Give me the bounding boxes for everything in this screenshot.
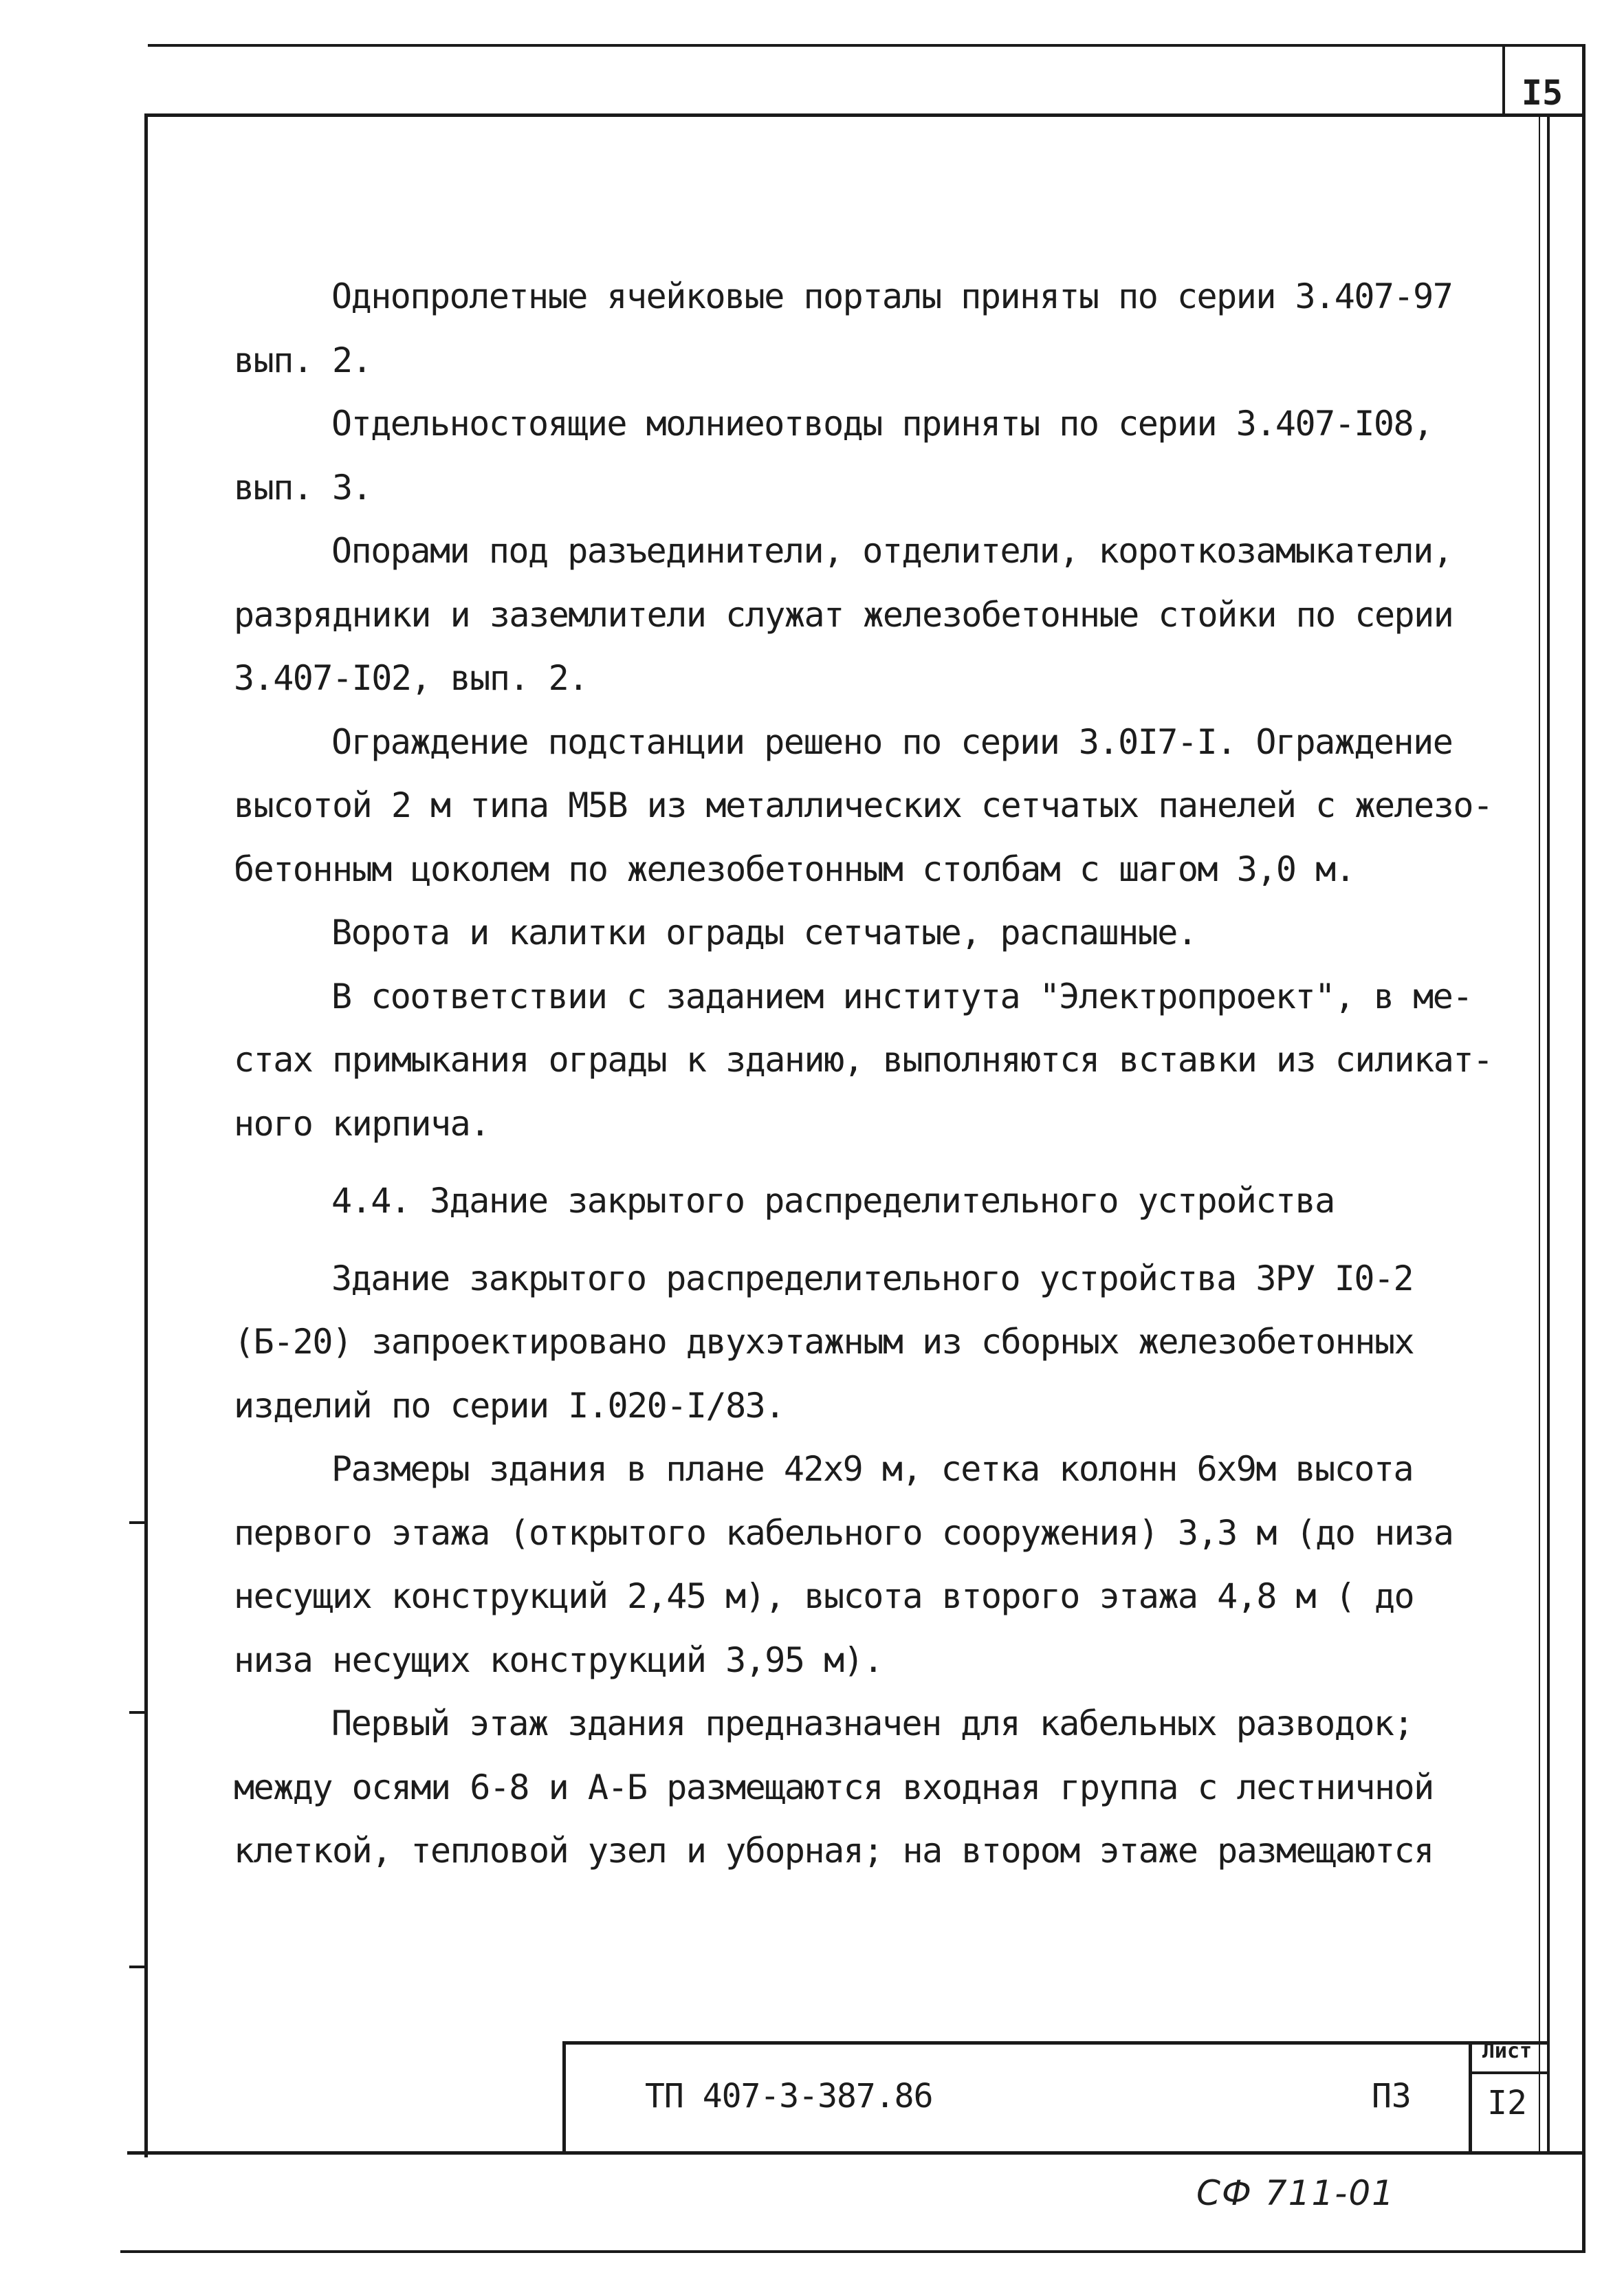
text-line: В соответствии с заданием института "Электропроект", в ме- (331, 976, 1472, 1016)
text-line: клеткой, тепловой узел и уборная; на втором этаже размещаются (234, 1831, 1434, 1871)
inner-frame-bottom (127, 2151, 1585, 2155)
text-line: Размеры здания в плане 42х9 м, сетка колонн 6х9м высота (331, 1449, 1414, 1489)
text-line: изделий по серии I.020-I/83. (234, 1385, 784, 1426)
document-type: ПЗ (1372, 2077, 1412, 2115)
inner-frame-right-double (1539, 117, 1540, 2153)
margin-tick (129, 1966, 146, 1968)
paragraph (234, 1692, 1526, 1883)
paragraph (234, 1247, 1526, 1438)
inner-frame-top (148, 113, 1585, 117)
text-line: 3.407-I02, вып. 2. (234, 658, 588, 698)
text-line: Опорами под разъединители, отделители, короткозамыкатели, (331, 531, 1453, 571)
inner-frame-right (1547, 117, 1550, 2153)
inner-frame-left (144, 113, 148, 2157)
paragraph (234, 710, 1526, 902)
text-line: Однопролетные ячейковые порталы приняты по серии 3.407-97 (331, 276, 1453, 316)
text-line: Ворота и калитки ограды сетчатые, распашные. (331, 913, 1197, 953)
text-line: между осями 6-8 и А-Б размещаются входная группа с лестничной (234, 1767, 1434, 1807)
text-line: Первый этаж здания предназначен для кабельных разводок; (331, 1703, 1414, 1743)
text-line: (Б-20) запроектировано двухэтажным из сборных железобетонных (234, 1322, 1414, 1362)
outer-frame-right (1582, 44, 1585, 2252)
corner-page-number: I5 (1521, 73, 1563, 113)
text-line: высотой 2 м типа М5В из металлических сетчатых панелей с железо- (234, 785, 1493, 825)
text-line: вып. 3. (234, 467, 372, 508)
title-block-left (562, 2041, 566, 2153)
title-block-top (564, 2041, 1547, 2045)
text-line: вып. 2. (234, 340, 372, 380)
margin-tick (129, 1711, 146, 1714)
sheet-label: Лист (1482, 2039, 1533, 2063)
text-line: бетонным цоколем по железобетонным столбам с шагом 3,0 м. (234, 849, 1355, 889)
text-line: Ограждение подстанции решено по серии 3.0I7-I. Ограждение (331, 721, 1453, 762)
text-line: низа несущих конструкций 3,95 м). (234, 1640, 883, 1680)
text-line: первого этажа (открытого кабельного сооружения) 3,3 м (до низа (234, 1512, 1453, 1553)
outer-frame-top (148, 44, 1585, 47)
margin-tick (129, 1521, 146, 1524)
paragraph (234, 392, 1526, 519)
sheet-number: I2 (1487, 2084, 1527, 2122)
handwritten-note: СФ 711-01 (1196, 2173, 1395, 2213)
paragraph (234, 1437, 1526, 1692)
body-text (234, 265, 1526, 1883)
text-line: разрядники и заземлители служат железобетонные стойки по серии (234, 594, 1453, 635)
document-code: ТП 407-3-387.86 (645, 2077, 933, 2115)
text-line: ного кирпича. (234, 1103, 490, 1144)
paragraph (234, 965, 1526, 1156)
sheet-cell-divider (1471, 2071, 1548, 2074)
bottom-rule (120, 2250, 1585, 2253)
title-block-divider (1469, 2041, 1472, 2153)
text-line: стах примыкания ограды к зданию, выполняются вставки из силикат- (234, 1040, 1493, 1080)
section-heading (234, 1169, 1526, 1233)
paragraph (234, 901, 1526, 965)
paragraph (234, 519, 1526, 710)
heading-line: 4.4. Здание закрытого распределительного устройства (331, 1181, 1335, 1221)
text-line: Здание закрытого распределительного устройства ЗРУ I0-2 (331, 1258, 1414, 1298)
text-line: несущих конструкций 2,45 м), высота второго этажа 4,8 м ( до (234, 1576, 1414, 1616)
text-line: Отдельностоящие молниеотводы приняты по серии 3.407-I08, (331, 404, 1433, 444)
paragraph (234, 265, 1526, 392)
